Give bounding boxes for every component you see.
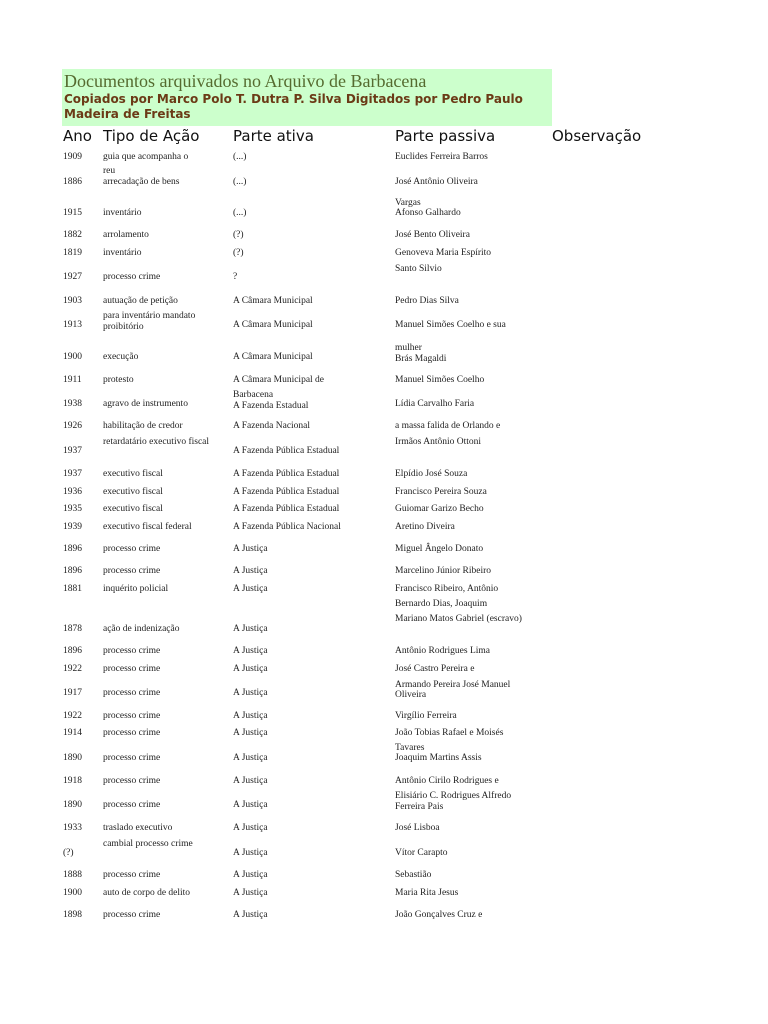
cell-ano: 1896 — [63, 566, 82, 576]
cell-passiva: Armando Pereira José Manuel — [395, 680, 511, 690]
cell-ano: 1917 — [63, 688, 82, 698]
cell-ativa: A Justiça — [233, 544, 268, 554]
cell-ano: 1914 — [63, 728, 82, 738]
document-subtitle: Copiados por Marco Polo T. Dutra P. Silva Digitados por Pedro Paulo Madeira de Freitas — [64, 92, 523, 121]
cell-passiva: José Lisboa — [395, 823, 440, 833]
cell-ano: 1922 — [63, 664, 82, 674]
cell-tipo: habilitação de credor — [103, 421, 183, 431]
cell-passiva: Guiomar Garizo Becho — [395, 504, 484, 514]
cell-tipo: processo crime — [103, 776, 161, 786]
cell-tipo: processo crime — [103, 753, 161, 763]
cell-ano: 1939 — [63, 522, 82, 532]
cell-ano: 1878 — [63, 624, 82, 634]
cell-passiva: Elisiário C. Rodrigues Alfredo — [395, 791, 512, 801]
cell-tipo: executivo fiscal federal — [103, 522, 192, 532]
cell-passiva: João Tobias Rafael e Moisés — [395, 728, 504, 738]
cell-ativa: A Fazenda Pública Estadual — [233, 446, 340, 456]
cell-passiva: Vargas — [395, 198, 421, 208]
cell-ativa: (?) — [233, 248, 244, 258]
cell-tipo: processo crime — [103, 728, 161, 738]
cell-ano: 1903 — [63, 296, 82, 306]
column-header-parte-passiva: Parte passiva — [395, 127, 496, 145]
cell-ano: 1886 — [63, 177, 82, 187]
cell-tipo: inventário — [103, 208, 142, 218]
cell-ano: 1938 — [63, 399, 82, 409]
cell-passiva: Oliveira — [395, 690, 427, 700]
cell-tipo: retardatário executivo fiscal — [103, 437, 210, 447]
cell-tipo: ação de indenização — [103, 624, 180, 634]
cell-ano: 1882 — [63, 230, 82, 240]
cell-ativa: (...) — [233, 152, 247, 162]
cell-ano: 1900 — [63, 888, 82, 898]
cell-passiva: Lídia Carvalho Faria — [395, 399, 475, 409]
cell-ano: 1881 — [63, 584, 82, 594]
cell-tipo: para inventário mandato — [103, 311, 196, 321]
cell-passiva: Joaquim Martins Assis — [395, 753, 482, 763]
cell-passiva: Euclides Ferreira Barros — [395, 152, 488, 162]
cell-tipo: processo crime — [103, 646, 161, 656]
document-title: Documentos arquivados no Arquivo de Barbacena — [64, 71, 427, 91]
cell-ativa: A Justiça — [233, 888, 268, 898]
cell-ano: 1911 — [63, 375, 82, 385]
cell-passiva: José Bento Oliveira — [395, 230, 470, 240]
column-header-observacao: Observação — [552, 127, 642, 145]
cell-passiva: Mariano Matos Gabriel (escravo) — [395, 614, 522, 624]
cell-tipo: executivo fiscal — [103, 469, 163, 479]
cell-ativa: A Justiça — [233, 753, 268, 763]
cell-ano: 1922 — [63, 711, 82, 721]
cell-ativa: A Câmara Municipal — [233, 352, 313, 362]
cell-ativa: A Fazenda Pública Estadual — [233, 469, 340, 479]
cell-ano: 1918 — [63, 776, 82, 786]
cell-ativa: A Fazenda Pública Nacional — [233, 522, 341, 532]
cell-ano: 1898 — [63, 910, 82, 920]
cell-ativa: A Justiça — [233, 566, 268, 576]
cell-passiva: Manuel Simões Coelho — [395, 375, 485, 385]
cell-tipo: arrecadação de bens — [103, 177, 180, 187]
cell-ano: 1900 — [63, 352, 82, 362]
cell-passiva: Manuel Simões Coelho e sua — [395, 320, 506, 330]
cell-ano: 1913 — [63, 320, 82, 330]
cell-passiva: Brás Magaldi — [395, 354, 447, 364]
cell-tipo: processo crime — [103, 800, 161, 810]
cell-ativa: ? — [233, 272, 238, 282]
cell-ativa: A Justiça — [233, 800, 268, 810]
cell-tipo: auto de corpo de delito — [103, 888, 191, 898]
cell-tipo: protesto — [103, 375, 134, 385]
cell-passiva: Francisco Pereira Souza — [395, 487, 487, 497]
cell-ativa: A Justiça — [233, 664, 268, 674]
column-header-ano: Ano — [63, 127, 92, 145]
cell-tipo: guia que acompanha o — [103, 152, 189, 162]
cell-ativa: A Justiça — [233, 848, 268, 858]
cell-tipo: processo crime — [103, 711, 161, 721]
cell-ativa: A Justiça — [233, 624, 268, 634]
cell-ativa: A Justiça — [233, 870, 268, 880]
cell-ativa: A Justiça — [233, 711, 268, 721]
cell-ativa: A Fazenda Nacional — [233, 421, 311, 431]
cell-passiva: Antônio Cirilo Rodrigues e — [395, 776, 499, 786]
column-header-parte-ativa: Parte ativa — [233, 127, 314, 145]
cell-ativa: A Fazenda Pública Estadual — [233, 504, 340, 514]
cell-tipo: executivo fiscal — [103, 487, 163, 497]
cell-ano: 1819 — [63, 248, 82, 258]
cell-ativa: A Justiça — [233, 584, 268, 594]
cell-ativa: A Câmara Municipal — [233, 296, 313, 306]
cell-ano: (?) — [63, 848, 74, 858]
cell-tipo: processo crime — [103, 272, 161, 282]
cell-ativa: A Câmara Municipal — [233, 320, 313, 330]
cell-passiva: Irmãos Antônio Ottoni — [395, 437, 482, 447]
cell-passiva: Virgílio Ferreira — [395, 711, 457, 721]
cell-ano: 1890 — [63, 753, 82, 763]
title-banner — [62, 69, 552, 126]
cell-ativa: A Justiça — [233, 823, 268, 833]
cell-ativa: (?) — [233, 230, 244, 240]
column-header-tipo-de-acao: Tipo de Ação — [103, 127, 200, 145]
cell-ativa: A Câmara Municipal de — [233, 375, 325, 385]
cell-ativa: A Justiça — [233, 910, 268, 920]
cell-passiva: a massa falida de Orlando e — [395, 421, 501, 431]
cell-tipo: proibitório — [103, 322, 144, 332]
cell-passiva: Vítor Carapto — [395, 848, 448, 858]
cell-ano: 1937 — [63, 446, 82, 456]
cell-ativa: Barbacena — [233, 390, 274, 400]
cell-ativa: A Fazenda Pública Estadual — [233, 487, 340, 497]
cell-ativa: A Justiça — [233, 776, 268, 786]
cell-tipo: processo crime — [103, 910, 161, 920]
cell-ano: 1933 — [63, 823, 82, 833]
cell-passiva: Aretino Diveira — [395, 522, 455, 532]
cell-ano: 1936 — [63, 487, 82, 497]
cell-passiva: mulher — [395, 343, 422, 353]
cell-passiva: Francisco Ribeiro, Antônio — [395, 584, 499, 594]
cell-tipo: processo crime — [103, 544, 161, 554]
cell-tipo: arrolamento — [103, 230, 149, 240]
cell-passiva: Genoveva Maria Espírito — [395, 248, 492, 258]
cell-passiva: João Gonçalves Cruz e — [395, 910, 483, 920]
cell-passiva: Miguel Ângelo Donato — [395, 544, 484, 554]
cell-ano: 1935 — [63, 504, 82, 514]
cell-tipo: inquérito policial — [103, 584, 169, 594]
cell-tipo: cambial processo crime — [103, 839, 193, 849]
cell-tipo: traslado executivo — [103, 823, 173, 833]
cell-tipo: agravo de instrumento — [103, 399, 188, 409]
cell-passiva: Santo Silvio — [395, 264, 442, 274]
cell-passiva: Elpídio José Souza — [395, 469, 468, 479]
cell-tipo: autuação de petição — [103, 296, 178, 306]
cell-tipo: inventário — [103, 248, 142, 258]
cell-ativa: A Justiça — [233, 688, 268, 698]
cell-passiva: Ferreira Pais — [395, 802, 444, 812]
cell-passiva: Pedro Dias Silva — [395, 296, 459, 306]
cell-ano: 1926 — [63, 421, 82, 431]
cell-ano: 1896 — [63, 646, 82, 656]
cell-ano: 1888 — [63, 870, 82, 880]
cell-passiva: José Castro Pereira e — [395, 664, 475, 674]
cell-ano: 1927 — [63, 272, 82, 282]
cell-ativa: A Justiça — [233, 728, 268, 738]
cell-ano: 1896 — [63, 544, 82, 554]
cell-tipo: processo crime — [103, 566, 161, 576]
cell-passiva: Bernardo Dias, Joaquim — [395, 599, 488, 609]
cell-tipo: reu — [103, 166, 116, 176]
cell-ativa: (...) — [233, 177, 247, 187]
cell-ano: 1890 — [63, 800, 82, 810]
cell-ano: 1937 — [63, 469, 82, 479]
cell-tipo: execução — [103, 352, 139, 362]
cell-passiva: Afonso Galhardo — [395, 208, 461, 218]
cell-ano: 1915 — [63, 208, 82, 218]
cell-passiva: Tavares — [395, 743, 425, 753]
cell-passiva: Marcelino Júnior Ribeiro — [395, 566, 492, 576]
cell-ano: 1909 — [63, 152, 82, 162]
cell-ativa: A Justiça — [233, 646, 268, 656]
cell-passiva: Maria Rita Jesus — [395, 888, 459, 898]
cell-passiva: Antônio Rodrigues Lima — [395, 646, 490, 656]
cell-tipo: processo crime — [103, 870, 161, 880]
cell-ativa: A Fazenda Estadual — [233, 401, 309, 411]
cell-passiva: José Antônio Oliveira — [395, 177, 478, 187]
cell-passiva: Sebastião — [395, 870, 432, 880]
cell-tipo: executivo fiscal — [103, 504, 163, 514]
cell-ativa: (...) — [233, 208, 247, 218]
cell-tipo: processo crime — [103, 688, 161, 698]
cell-tipo: processo crime — [103, 664, 161, 674]
